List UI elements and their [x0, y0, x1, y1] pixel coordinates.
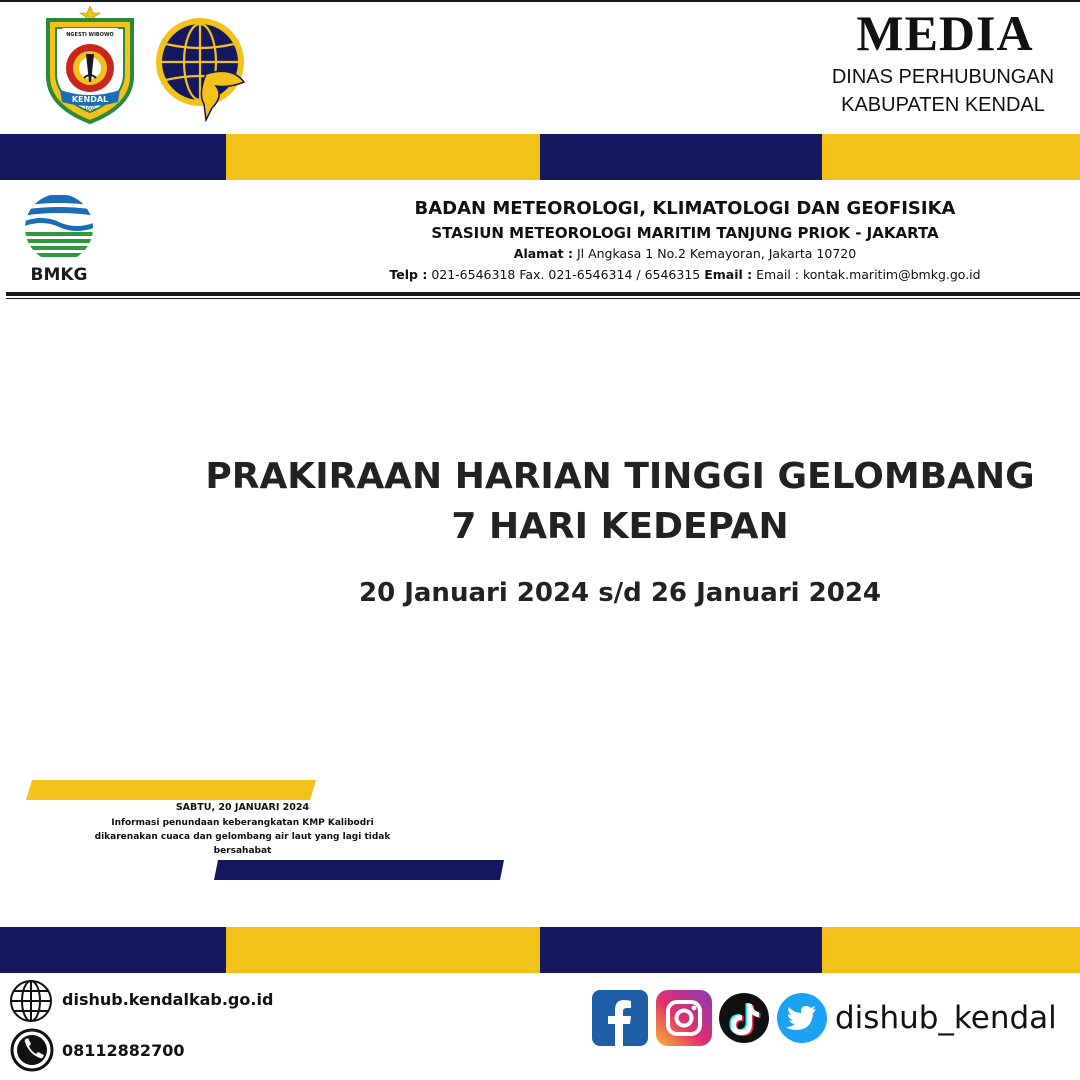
forecast-title-line1: PRAKIRAAN HARIAN TINGGI GELOMBANG	[205, 456, 1035, 497]
phone-icon	[10, 1028, 54, 1072]
band-segment-navy	[540, 927, 822, 973]
letterhead-rule-thick	[6, 292, 1080, 296]
notice-line: Informasi penundaan keberangkatan KMP Kalibodri	[111, 818, 374, 828]
tiktok-icon[interactable]	[718, 992, 770, 1044]
notice-accent-bar-navy	[214, 860, 504, 880]
phone-label: Telp :	[389, 267, 428, 282]
bmkg-station-name: STASIUN METEOROLOGI MARITIM TANJUNG PRIOK - JAKARTA	[431, 224, 939, 242]
band-segment-gold	[822, 927, 1080, 973]
instagram-icon[interactable]	[656, 990, 712, 1046]
crest-year: 1605	[84, 107, 96, 112]
agency-name-line1: DINAS PERHUBUNGAN	[831, 66, 1055, 88]
facebook-icon[interactable]	[592, 990, 648, 1046]
globe-icon	[8, 978, 54, 1024]
notice-date: SABTU, 20 JANUARI 2024	[175, 802, 310, 813]
phone-number-link[interactable]: 08112882700	[62, 1041, 185, 1060]
notice-accent-bar-gold	[26, 780, 316, 800]
address-label: Alamat :	[513, 246, 573, 261]
email-label: Email :	[704, 267, 753, 282]
crest-name: KENDAL	[71, 95, 109, 104]
letterhead-rule-thin	[6, 298, 1080, 299]
band-segment-navy	[540, 134, 822, 180]
crest-motto: NGESTI WIBOWO	[66, 32, 114, 38]
social-handle-link[interactable]: dishub_kendal	[835, 1000, 1057, 1036]
band-segment-gold	[226, 134, 540, 180]
phone-value: 021-6546318 Fax. 021-6546314 / 6546315	[427, 267, 705, 282]
dishub-globe-wing-emblem-icon	[154, 12, 250, 122]
forecast-date-range: 20 Januari 2024 s/d 26 Januari 2024	[358, 578, 882, 608]
bottom-color-band	[0, 927, 1080, 973]
address-value: Jl Angkasa 1 No.2 Kemayoran, Jakarta 10720	[572, 246, 857, 261]
media-title: MEDIA	[856, 5, 1034, 61]
band-segment-gold	[226, 927, 540, 973]
bmkg-logo-label: BMKG	[30, 265, 88, 284]
kendal-regency-crest-icon	[44, 6, 136, 124]
website-link[interactable]: dishub.kendalkab.go.id	[62, 990, 274, 1009]
bmkg-contact	[330, 267, 1040, 282]
top-color-band	[0, 134, 1080, 180]
band-segment-gold	[822, 134, 1080, 180]
notice-line: bersahabat	[213, 846, 272, 856]
notice-line: dikarenakan cuaca dan gelombang air laut yang lagi tidak	[94, 832, 391, 842]
notice-message	[80, 816, 405, 858]
bmkg-logo-icon	[22, 192, 96, 284]
agency-name-line2: KABUPATEN KENDAL	[841, 94, 1045, 116]
top-border-line	[0, 0, 1080, 2]
band-segment-navy	[0, 134, 226, 180]
bmkg-address	[330, 246, 1040, 261]
email-value: Email : kontak.maritim@bmkg.go.id	[752, 267, 981, 282]
bmkg-organization-name: BADAN METEOROLOGI, KLIMATOLOGI DAN GEOFISIKA	[414, 198, 956, 219]
forecast-title-line2: 7 HARI KEDEPAN	[451, 506, 789, 547]
twitter-icon[interactable]	[776, 992, 828, 1044]
band-segment-navy	[0, 927, 226, 973]
